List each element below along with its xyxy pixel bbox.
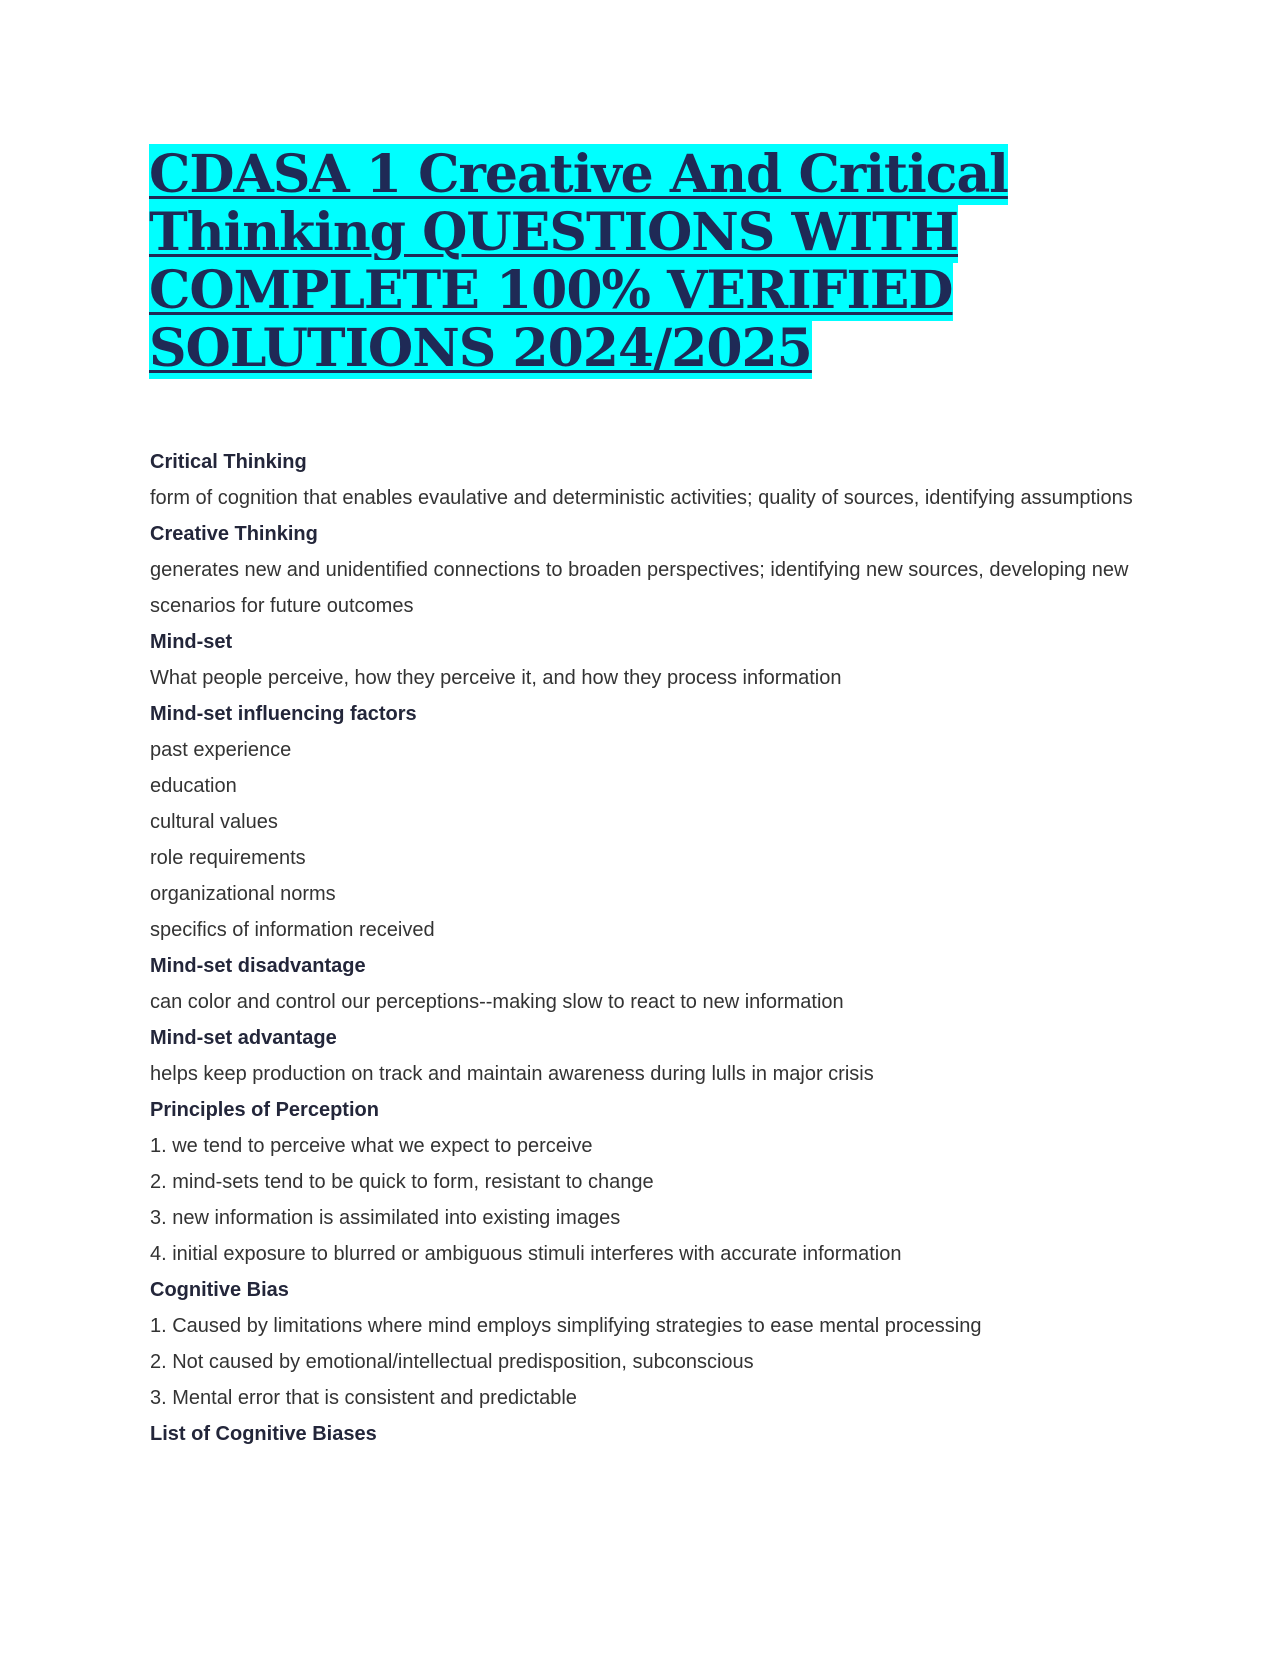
list-item: role requirements bbox=[150, 847, 306, 869]
definition-mind-set: What people perceive, how they perceive it, and how they process information bbox=[150, 667, 842, 689]
list-item: specifics of information received bbox=[150, 919, 435, 941]
term-mind-set: Mind-set bbox=[150, 631, 233, 653]
list-item: 3. new information is assimilated into existing images bbox=[150, 1207, 621, 1229]
list-item: 2. Not caused by emotional/intellectual predisposition, subconscious bbox=[150, 1351, 754, 1373]
term-mind-set-advantage: Mind-set advantage bbox=[150, 1027, 337, 1049]
list-item: 3. Mental error that is consistent and predictable bbox=[150, 1387, 577, 1409]
document-title bbox=[149, 146, 1049, 378]
definition-mind-set-advantage: helps keep production on track and maintain awareness during lulls in major crisis bbox=[150, 1063, 874, 1085]
term-mind-set-disadvantage: Mind-set disadvantage bbox=[150, 955, 366, 977]
list-item: 4. initial exposure to blurred or ambiguous stimuli interferes with accurate information bbox=[150, 1243, 902, 1265]
definition-mind-set-disadvantage: can color and control our perceptions--making slow to react to new information bbox=[150, 991, 844, 1013]
definition-critical-thinking: form of cognition that enables evaulative and deterministic activities; quality of sources, identifying assumptions bbox=[150, 487, 1133, 509]
term-creative-thinking: Creative Thinking bbox=[150, 523, 318, 545]
list-item: 1. Caused by limitations where mind employs simplifying strategies to ease mental processing bbox=[150, 1315, 982, 1337]
list-item: 1. we tend to perceive what we expect to perceive bbox=[150, 1135, 593, 1157]
list-item: organizational norms bbox=[150, 883, 336, 905]
document-title-text: CDASA 1 Creative And Critical Thinking QUESTIONS WITH COMPLETE 100% VERIFIED SOLUTIONS 2024/2025 bbox=[149, 144, 1008, 379]
list-item: education bbox=[150, 775, 237, 797]
flashcard-list bbox=[150, 444, 1150, 1452]
term-mind-set-influencing-factors: Mind-set influencing factors bbox=[150, 703, 417, 725]
term-critical-thinking: Critical Thinking bbox=[150, 451, 307, 473]
term-principles-of-perception: Principles of Perception bbox=[150, 1099, 379, 1121]
term-list-of-cognitive-biases: List of Cognitive Biases bbox=[150, 1423, 377, 1445]
definition-creative-thinking: generates new and unidentified connections to broaden perspectives; identifying new sources, developing new scenarios for future outcomes bbox=[150, 559, 1129, 617]
term-cognitive-bias: Cognitive Bias bbox=[150, 1279, 289, 1301]
list-item: past experience bbox=[150, 739, 292, 761]
list-item: cultural values bbox=[150, 811, 278, 833]
list-item: 2. mind-sets tend to be quick to form, resistant to change bbox=[150, 1171, 654, 1193]
